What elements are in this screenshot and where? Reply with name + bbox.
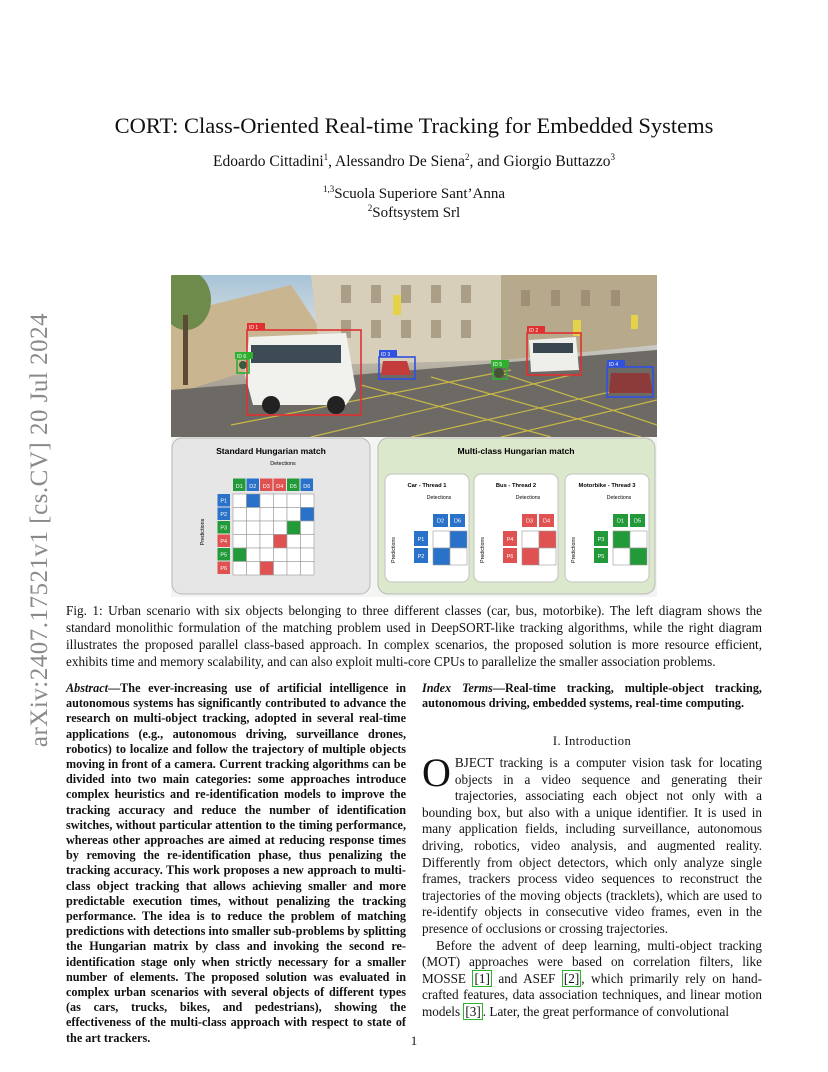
affiliation-1-marker: 1,3 — [322, 184, 335, 194]
prediction-header-label: P2 — [220, 511, 228, 518]
matrix-cell — [274, 562, 288, 576]
matrix-cell — [233, 535, 247, 549]
prediction-header-label: P5 — [220, 552, 228, 559]
introduction-paragraph-1 — [422, 750, 762, 938]
thread-matrix-cell — [539, 548, 556, 565]
thread-matrix-cell — [630, 548, 647, 565]
scene-id-label: ID 5 — [493, 362, 503, 368]
thread-detection-label: D4 — [542, 518, 551, 525]
abstract-text: —The ever-increasing use of artificial intelligence in autonomous systems has significantly contributed to advance the research on multi-object tracking, adopted in several real-time applications (e.g., autonomous driving, surveillance drones, robotics) to localize and follow the trajectory of multiple objects moving in front of a camera. Current tracking algorithms can be divided into two main categories: some approaches introduce complex heuristics and re-identification models to improve the tracking accuracy and reduce the number of identification switches, without particular attention to the timing performance, whereas other approaches are aimed at reducing response times by removing the re-identification phase, thus penalizing the tracking accuracy. This work proposes a new approach to multi-class object tracking that allows achieving smaller and more predictable execution times, without penalizing the tracking performance. The idea is to reduce the problem of matching predictions with detections into smaller sub-problems by splitting the Hungarian matrix by class and invoking the second re-identification stage only when strictly necessary for a smaller number of elements. The proposed solution was evaluated in complex urban scenarios with several objects of different types (as cars, trucks, bikes, and pedestrians), showing the effectiveness of the multi-class approach with respect to state of the art trackers. — [66, 681, 406, 1045]
matrix-cell — [233, 521, 247, 535]
matrix-cell — [287, 508, 301, 522]
matrix-cell — [233, 494, 247, 508]
thread-matrix-cell — [450, 548, 467, 565]
matrix-cell — [260, 521, 274, 535]
matrix-cell — [233, 508, 247, 522]
thread-detections-label: Detections — [606, 495, 632, 501]
matrix-cell — [233, 562, 247, 576]
dropcap-letter: O — [422, 750, 451, 795]
thread-matrix-cell — [433, 548, 450, 565]
citation-link[interactable]: [2] — [563, 970, 580, 986]
figure-urban-scene — [171, 275, 657, 437]
detection-header-label: D3 — [262, 483, 270, 490]
introduction-paragraph-1-text: BJECT tracking is a computer vision task for locating objects in a video sequence and generating their trajectories, associating each object not only with a bounding box, but also with a unique identifier. It is used in many application fields, including surveillance, autonomous driving, robotics, video analysis, and augmented reality. Differently from object detectors, which only analyze single frames, trackers process video sequences to reconstruct the trajectories of the moving objects (tracklets), which are used to re-identify objects in consecutive video frames, even in the presence of occlusions or crossing trajectories. — [422, 755, 762, 936]
thread-matrix-cell — [539, 531, 556, 548]
matrix-cell — [233, 548, 247, 562]
matrix-cell — [260, 548, 274, 562]
affiliation-1-name: Scuola Superiore Sant’Anna — [334, 186, 506, 202]
thread-detections-label: Detections — [426, 495, 452, 501]
affiliation-2-marker: 2 — [367, 203, 373, 213]
thread-title: Motorbike - Thread 3 — [578, 483, 636, 489]
matrix-cell — [260, 508, 274, 522]
thread-panel — [474, 474, 558, 582]
thread-detection-label: D6 — [453, 518, 462, 525]
matrix-cell — [287, 562, 301, 576]
author-1: Edoardo Cittadini — [213, 153, 324, 170]
thread-prediction-label: P4 — [506, 537, 514, 543]
matrix-cell — [247, 548, 261, 562]
thread-matrix-cell — [522, 531, 539, 548]
arxiv-watermark — [10, 300, 70, 760]
thread-prediction-label: P3 — [597, 537, 605, 543]
matrix-cell — [301, 494, 315, 508]
matrix-cell — [274, 548, 288, 562]
matrix-cell — [247, 562, 261, 576]
multiclass-thread-panels — [385, 474, 649, 582]
matrix-cell — [274, 535, 288, 549]
author-2: , Alessandro De Siena — [328, 153, 466, 170]
index-terms-label: Index Terms — [422, 681, 493, 695]
thread-detection-label: D2 — [436, 518, 445, 525]
scene-id-label: ID 6 — [237, 354, 247, 360]
matrix-cell — [274, 508, 288, 522]
thread-panel — [385, 474, 469, 582]
detection-header-label: D4 — [276, 483, 284, 490]
figure-matching-diagram — [171, 437, 657, 597]
thread-prediction-label: P5 — [597, 554, 605, 560]
paper-title: CORT: Class-Oriented Real-time Tracking for Embedded Systems — [114, 113, 714, 138]
thread-detections-label: Detections — [515, 495, 541, 501]
matrix-cell — [287, 521, 301, 535]
thread-matrix-cell — [613, 531, 630, 548]
thread-detection-label: D5 — [633, 518, 642, 525]
prediction-header-label: P6 — [220, 565, 228, 572]
thread-matrix-cell — [522, 548, 539, 565]
affiliation-1 — [0, 186, 828, 203]
thread-prediction-label: P2 — [417, 554, 425, 560]
abstract-label: Abstract — [66, 681, 108, 695]
paragraph-text: , which primarily rely on hand-crafted features, data association techniques, and linear motion models — [422, 970, 762, 1019]
matrix-cell — [247, 508, 261, 522]
matrix-cell — [274, 494, 288, 508]
multiclass-match-title: Multi-class Hungarian match — [457, 446, 575, 456]
thread-matrix-cell — [630, 531, 647, 548]
matrix-cell — [260, 562, 274, 576]
thread-prediction-label: P1 — [417, 537, 425, 543]
paragraph-text: and ASEF — [491, 970, 562, 986]
citation-link[interactable]: [3] — [465, 1003, 481, 1019]
thread-title: Bus - Thread 2 — [495, 483, 537, 489]
matrix-cell — [247, 494, 261, 508]
thread-predictions-label: Predictions — [391, 537, 397, 563]
index-terms — [422, 681, 762, 711]
introduction-paragraph-2 — [422, 938, 762, 1021]
detection-header-label: D1 — [235, 483, 243, 490]
prediction-header-label: P4 — [220, 538, 228, 545]
matrix-cell — [260, 494, 274, 508]
standard-predictions-label: Predictions — [200, 518, 206, 546]
author-2-affiliation: 2 — [465, 151, 470, 162]
thread-prediction-label: P6 — [506, 554, 514, 560]
scene-id-label: ID 1 — [249, 325, 259, 331]
matrix-cell — [287, 535, 301, 549]
paragraph-text: Before the advent of deep learning, multi-object tracking (MOT) approaches were based on correlation filters, like MOSSE — [422, 937, 762, 986]
section-heading-introduction: I. Introduction — [552, 734, 632, 748]
standard-match-title: Standard Hungarian match — [216, 446, 326, 456]
detection-header-label: D5 — [289, 483, 297, 490]
thread-detection-label: D1 — [616, 518, 625, 525]
author-1-affiliation: 1 — [323, 151, 329, 162]
matrix-cell — [287, 548, 301, 562]
page-number: 1 — [410, 1033, 418, 1048]
scene-id-label: ID 3 — [381, 352, 391, 358]
matrix-cell — [274, 521, 288, 535]
introduction-body — [422, 750, 762, 1021]
paragraph-text: . Later, the great performance of convolutional — [482, 1003, 730, 1019]
matrix-cell — [301, 521, 315, 535]
index-terms-text: —Real-time tracking, multiple-object tracking, autonomous driving, embedded systems, real-time computing. — [422, 681, 762, 711]
scene-id-label: ID 4 — [609, 362, 619, 368]
thread-matrix-cell — [433, 531, 450, 548]
matrix-cell — [247, 521, 261, 535]
hungarian-match-diagram — [171, 437, 657, 597]
affiliation-2-name: Softsystem Srl — [372, 205, 461, 221]
matrix-cell — [260, 535, 274, 549]
standard-detections-label: Detections — [270, 461, 296, 467]
author-3-affiliation: 3 — [610, 151, 615, 162]
scene-id-label: ID 2 — [529, 328, 539, 334]
matrix-cell — [301, 508, 315, 522]
thread-matrix-cell — [613, 548, 630, 565]
prediction-header-label: P1 — [220, 498, 228, 505]
affiliation-2 — [0, 205, 828, 222]
thread-title: Car - Thread 1 — [407, 483, 447, 489]
thread-predictions-label: Predictions — [480, 537, 486, 563]
thread-detection-label: D3 — [525, 518, 534, 525]
thread-panel — [565, 474, 649, 582]
arxiv-identifier: arXiv:2407.17521v1 [cs.CV] 20 Jul 2024 — [26, 312, 53, 748]
urban-scene-illustration — [171, 275, 657, 437]
abstract — [66, 681, 406, 1046]
detection-header-label: D6 — [303, 483, 311, 490]
author-3: , and Giorgio Buttazzo — [469, 153, 611, 170]
author-line — [0, 153, 828, 171]
matrix-cell — [301, 548, 315, 562]
thread-predictions-label: Predictions — [571, 537, 577, 563]
matrix-cell — [301, 562, 315, 576]
detection-header-label: D2 — [249, 483, 257, 490]
matrix-cell — [301, 535, 315, 549]
citation-link[interactable]: [1] — [474, 970, 490, 986]
prediction-header-label: P3 — [220, 525, 228, 532]
matrix-cell — [247, 535, 261, 549]
figure-caption: Fig. 1: Urban scenario with six objects belonging to three different classes (car, bus, motorbike). The left diagram shows the standard monolithic formulation of the matching problem used in DeepSORT-like tracking algorithms, while the right diagram illustrates the proposed parallel class-based approach. In complex scenarios, the proposed solution is more resource efficient, exhibits time and memory scalability, and can also exploit multi-core CPUs to parallelize the smaller association problems. — [66, 603, 762, 669]
thread-matrix-cell — [450, 531, 467, 548]
matrix-cell — [287, 494, 301, 508]
